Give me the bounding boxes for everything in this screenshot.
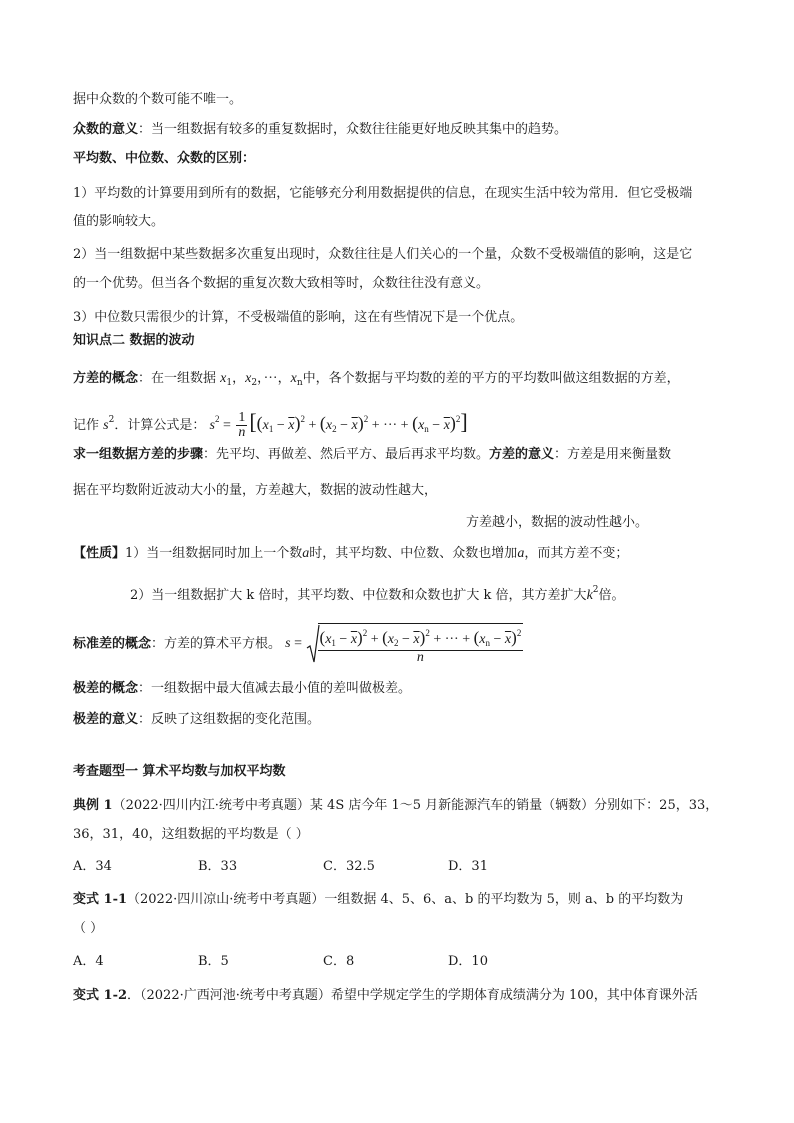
example-1-options <box>73 858 573 876</box>
option-d[interactable]: D．31 <box>448 859 488 874</box>
term-label: 众数的意义 <box>73 122 139 137</box>
mode-meaning-line: 众数的意义：当一组数据有较多的重复数据时，众数往往能更好地反映其集中的趋势。 <box>73 122 568 137</box>
variant-1-2-question: 变式 1-2．（2022·广西河池·统考中考真题）希望中学规定学生的学期体育成绩满分为 100，其中体育课外活 <box>73 988 698 1003</box>
option-b[interactable]: B．33 <box>198 859 238 874</box>
example-1-question-cont: 36，31，40，这组数据的平均数是（ ） <box>73 827 309 842</box>
text-line: 的一个优势。但当各个数据的重复次数大致相等时，众数往往没有意义。 <box>73 276 490 291</box>
variant-1-1-options <box>73 953 573 971</box>
question-type-heading: 考查题型一 算术平均数与加权平均数 <box>73 764 286 779</box>
text-line: 1）平均数的计算要用到所有的数据，它能够充分利用数据提供的信息，在现实生活中较为常用．但它受极端 <box>73 186 693 201</box>
option-c[interactable]: C．32.5 <box>323 859 375 874</box>
property-line-1: 【性质】1）当一组数据同时加上一个数a时，其平均数、中位数、众数也增加a，而其方差不变； <box>73 546 629 561</box>
variant-1-1-question-cont: （ ） <box>73 921 104 936</box>
variance-definition-line: 方差的概念：在一组数据 $x_1$，$x_2$，···，$x_n$中，各个数据与平均数的差的平方的平均数叫做这组数据的方差， <box>73 371 680 388</box>
text-line: 值的影响较大。 <box>73 214 165 229</box>
option-c[interactable]: C．8 <box>323 954 355 969</box>
option-a[interactable]: A．34 <box>73 859 112 874</box>
property-line-2: 2）当一组数据扩大 k 倍时，其平均数、中位数和众数也扩大 k 倍，其方差扩大$k^2$倍。 <box>130 585 625 603</box>
text-line: 方差越小，数据的波动性越小。 <box>466 515 649 530</box>
text-line: 据中众数的个数可能不唯一。 <box>73 92 243 107</box>
text-line: 据在平均数附近波动大小的量，方差越大，数据的波动性越大， <box>73 483 438 498</box>
text-line: 2）当一组数据中某些数据多次重复出现时，众数往往是人们关心的一个量，众数不受极端值的影响，这是它 <box>73 247 693 262</box>
range-definition-line: 极差的概念：一组数据中最大值减去最小值的差叫做极差。 <box>73 681 412 696</box>
option-a[interactable]: A．4 <box>73 954 104 969</box>
std-deviation-line: 标准差的概念：方差的算术平方根。 s = $\frac{(x_1 - \overline{x})^2 + (x_2 - \overline{x})^2 + \cdot\cdot\cdot + (x_n - \overline{x})^2}{n}$ <box>73 620 525 669</box>
variance-formula-line: 记作 $s^2$．计算公式是： $s^2$ = $\frac{1}{n}$ [$(x_1 - \overline{x})^2 + (x_2 - \overline{x})^2$ + ··· + $(x_n - \overline{x})^2$] <box>73 409 468 441</box>
option-b[interactable]: B．5 <box>198 954 229 969</box>
std-formula: s = $\frac{(x_1 - \overline{x})^2 + (x_2 - \overline{x})^2 + \cdot\cdot\cdot + (x_n - \overline{x})^2}{n}$ <box>285 620 525 668</box>
variance-steps-line: 求一组数据方差的步骤：先平均、再做差、然后平方、最后再求平均数。方差的意义：方差是用来衡量数 <box>73 447 672 462</box>
range-meaning-line: 极差的意义：反映了这组数据的变化范围。 <box>73 712 321 727</box>
section-heading: 平均数、中位数、众数的区别： <box>73 151 256 166</box>
section-heading: 知识点二 数据的波动 <box>73 333 195 348</box>
text-line: 3）中位数只需很少的计算，不受极端值的影响，这在有些情况下是一个优点。 <box>73 310 524 325</box>
variance-formula: $s^2$ = $\frac{1}{n}$ [$(x_1 - \overline{x})^2 + (x_2 - \overline{x})^2$ + ··· + $(x_n - \overline{x})^2$] <box>209 409 468 441</box>
example-1-question: 典例 1（2022·四川内江·统考中考真题）某 4S 店今年 1～5 月新能源汽车的销量（辆数）分别如下：25，33， <box>73 798 719 813</box>
variant-1-1-question: 变式 1-1（2022·四川凉山·统考中考真题）一组数据 4、5、6、a、b 的平均数为 5，则 a、b 的平均数为 <box>73 892 684 907</box>
option-d[interactable]: D．10 <box>448 954 488 969</box>
